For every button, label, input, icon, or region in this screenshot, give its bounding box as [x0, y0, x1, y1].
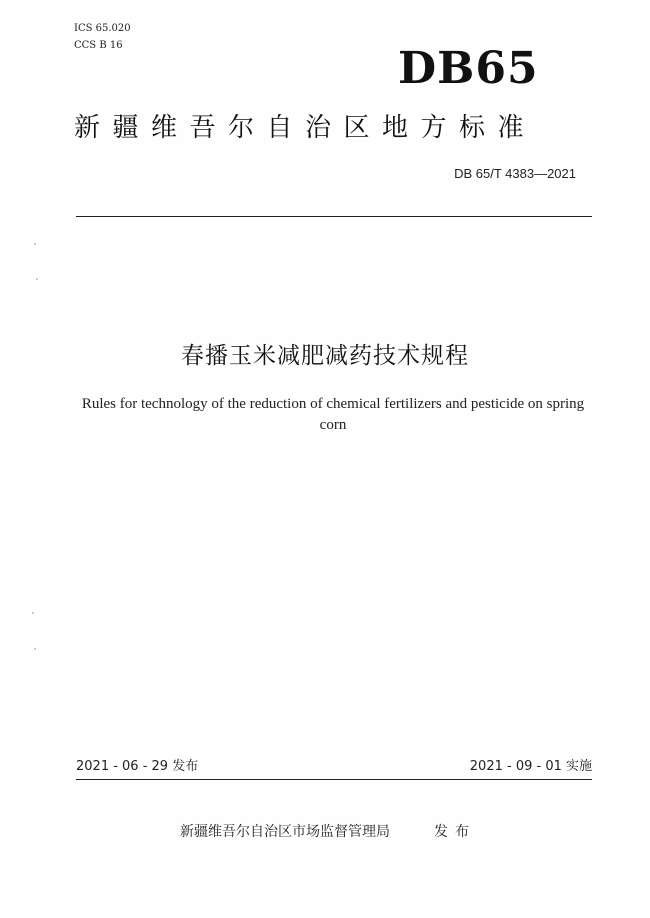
scan-speck	[36, 278, 38, 280]
issue-date: 2021 - 06 - 29 发布	[76, 759, 199, 774]
document-title-english: Rules for technology of the reduction of chemical fertilizers and pesticide on spring corn	[81, 396, 585, 433]
standard-category-title: 新疆维吾尔自治区地方标准	[74, 113, 537, 143]
bottom-divider	[76, 779, 592, 780]
publisher-name: 新疆维吾尔自治区市场监督管理局	[180, 824, 390, 840]
scan-speck	[34, 243, 36, 245]
scan-speck	[32, 612, 34, 614]
standard-number: DB 65/T 4383—2021	[454, 166, 576, 181]
implementation-date: 2021 - 09 - 01 实施	[469, 759, 592, 774]
scan-speck	[34, 648, 36, 650]
ccs-code: CCS B 16	[74, 40, 123, 51]
classification-codes	[74, 20, 131, 54]
publish-label: 发布	[434, 824, 476, 840]
ics-code: ICS 65.020	[74, 23, 131, 34]
top-divider	[76, 216, 592, 217]
document-title-chinese: 春播玉米减肥减药技术规程	[181, 343, 469, 369]
db65-logo: DB65	[398, 43, 539, 94]
